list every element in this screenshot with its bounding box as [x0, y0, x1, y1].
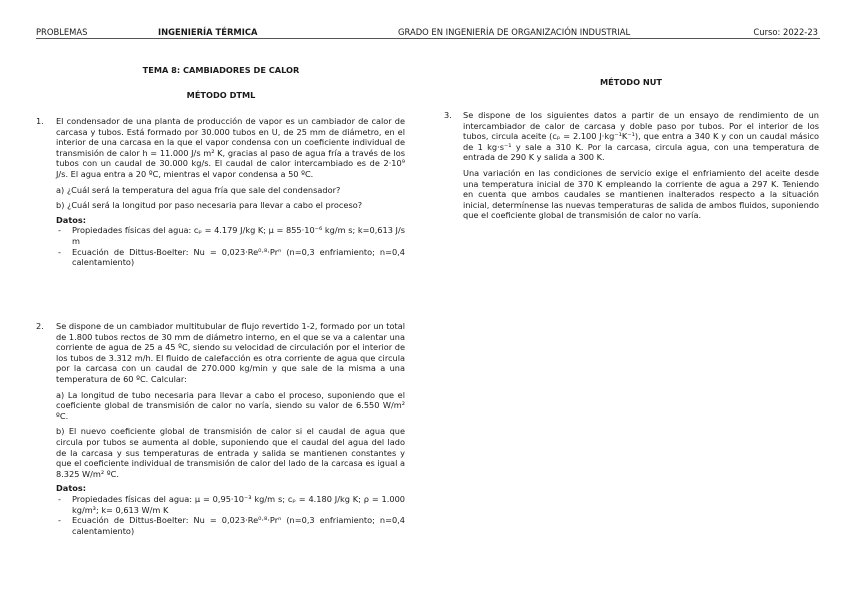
problem-1-question-b: b) ¿Cuál será la longitud por paso necesaria para llevar a cabo el proceso? [56, 200, 363, 211]
method-dtml-title: MÉTODO DTML [186, 90, 256, 100]
header-subject [158, 27, 258, 37]
method-nut-title: MÉTODO NUT [600, 77, 662, 87]
header-left: PROBLEMAS [36, 27, 88, 37]
topic-title: TEMA 8: CAMBIADORES DE CALOR [142, 65, 300, 75]
problem-2-question-b: b) El nuevo coeficiente global de transmisión de calor si el caudal de agua que circula por tubos se aumenta al doble, suponiendo que el caudal del agua del lado de la carcasa y sus temperaturas de entrada y salida se mantienen constantes y que el coeficiente individual de transmisión de calor del lado de la carcasa es igual a 8.325 W/m² ºC. [56, 426, 405, 479]
problem-2 [56, 321, 405, 536]
problem-2-data-equation: - Ecuación de Dittus-Boelter: Nu = 0,023·Re⁰·⁸·Prⁿ (n=0,3 enfriamiento; n=0,4 calentamiento) [56, 515, 405, 536]
problem-1-data-list [56, 225, 405, 267]
problem-2-data-label: Datos: [56, 483, 87, 494]
problem-1-data-equation: - Ecuación de Dittus-Boelter: Nu = 0,023·Re⁰·⁸·Prⁿ (n=0,3 enfriamiento; n=0,4 calentamiento) [56, 247, 405, 268]
problem-2-number: 2. [36, 321, 44, 331]
header-degree: GRADO EN INGENIERÍA DE ORGANIZACIÓN INDUSTRIAL [398, 27, 631, 37]
header-subject-text: INGENIERÍA TÉRMICA [158, 27, 258, 37]
problem-1-question-a: a) ¿Cuál será la temperatura del agua fría que sale del condensador? [56, 184, 341, 195]
problem-3 [463, 110, 819, 221]
problem-1-number: 1. [36, 116, 44, 126]
problem-2-data-properties: - Propiedades físicas del agua: μ = 0,95·10⁻³ kg/m s; cₚ = 4.180 J/kg K; ρ = 1.000 kg/m³; k= 0,613 W/m K [56, 494, 405, 515]
problem-3-statement: Se dispone de los siguientes datos a partir de un ensayo de rendimiento de un intercambiador de calor de carcasa y doble paso por tubos. Por el interior de los tubos, circula aceite (cₚ = 2.100 J·kg⁻¹K⁻¹), que entra a 340 K y con un caudal másico de 1 kg·s⁻¹ y sale a 310 K. Por la carcasa, circula agua, con una temperatura de entrada de 290 K y salida a 300 K. [463, 110, 819, 163]
problem-1-data-label: Datos: [56, 214, 87, 225]
problem-1-statement: El condensador de una planta de producción de vapor es un cambiador de calor de carcasa y tubos. Está formado por 30.000 tubos en U, de 25 mm de diámetro, en el interior de una carcasa en la que el vapor condensa con un coeficiente individual de transmisión de calor h = 11.000 J/s m² K, gracias al paso de agua fría a través de los tubos con un caudal de 30.000 kg/s. El caudal de calor intercambiado es de 2·10⁹ J/s. El agua entra a 20 ºC, mientras el vapor condensa a 50 ºC. [56, 116, 405, 179]
header-rule [36, 38, 820, 39]
problem-3-number: 3. [444, 110, 452, 120]
problem-2-statement: Se dispone de un cambiador multitubular de flujo revertido 1-2, formado por un total de 1.800 tubos rectos de 30 mm de diámetro interno, en el que se va a calentar una corriente de agua de 25 a 45 ºC, siendo su velocidad de circulación por el interior de los tubos de 3.312 m/h. El fluido de calefacción es otra corriente de agua que circula por la carcasa con un caudal de 270.000 kg/min y que sale de la misma a una temperatura de 60 ºC. Calcular: [56, 321, 405, 384]
header-course: Curso: 2022-23 [753, 27, 818, 37]
problem-3-statement-2: Una variación en las condiciones de servicio exige el enfriamiento del aceite desde una temperatura inicial de 370 K empleando la corriente de agua a 297 K. Teniendo en cuenta que ambos caudales se mantienen inalterados respecto a la situación inicial, determínense las nuevas temperaturas de salida de ambos fluidos, suponiendo que el coeficiente global de transmisión de calor no varía. [463, 167, 819, 221]
problem-1-data-properties: - Propiedades físicas del agua: cₚ = 4.179 J/kg K; μ = 855·10⁻⁶ kg/m s; k=0,613 J/s m [56, 225, 405, 246]
problem-2-question-a: a) La longitud de tubo necesaria para llevar a cabo el proceso, suponiendo que el coeficiente global de transmisión de calor no varía, siendo su valor de 6.550 W/m² ºC. [56, 389, 405, 421]
problem-1 [56, 116, 405, 268]
problem-2-data-list [56, 494, 405, 536]
